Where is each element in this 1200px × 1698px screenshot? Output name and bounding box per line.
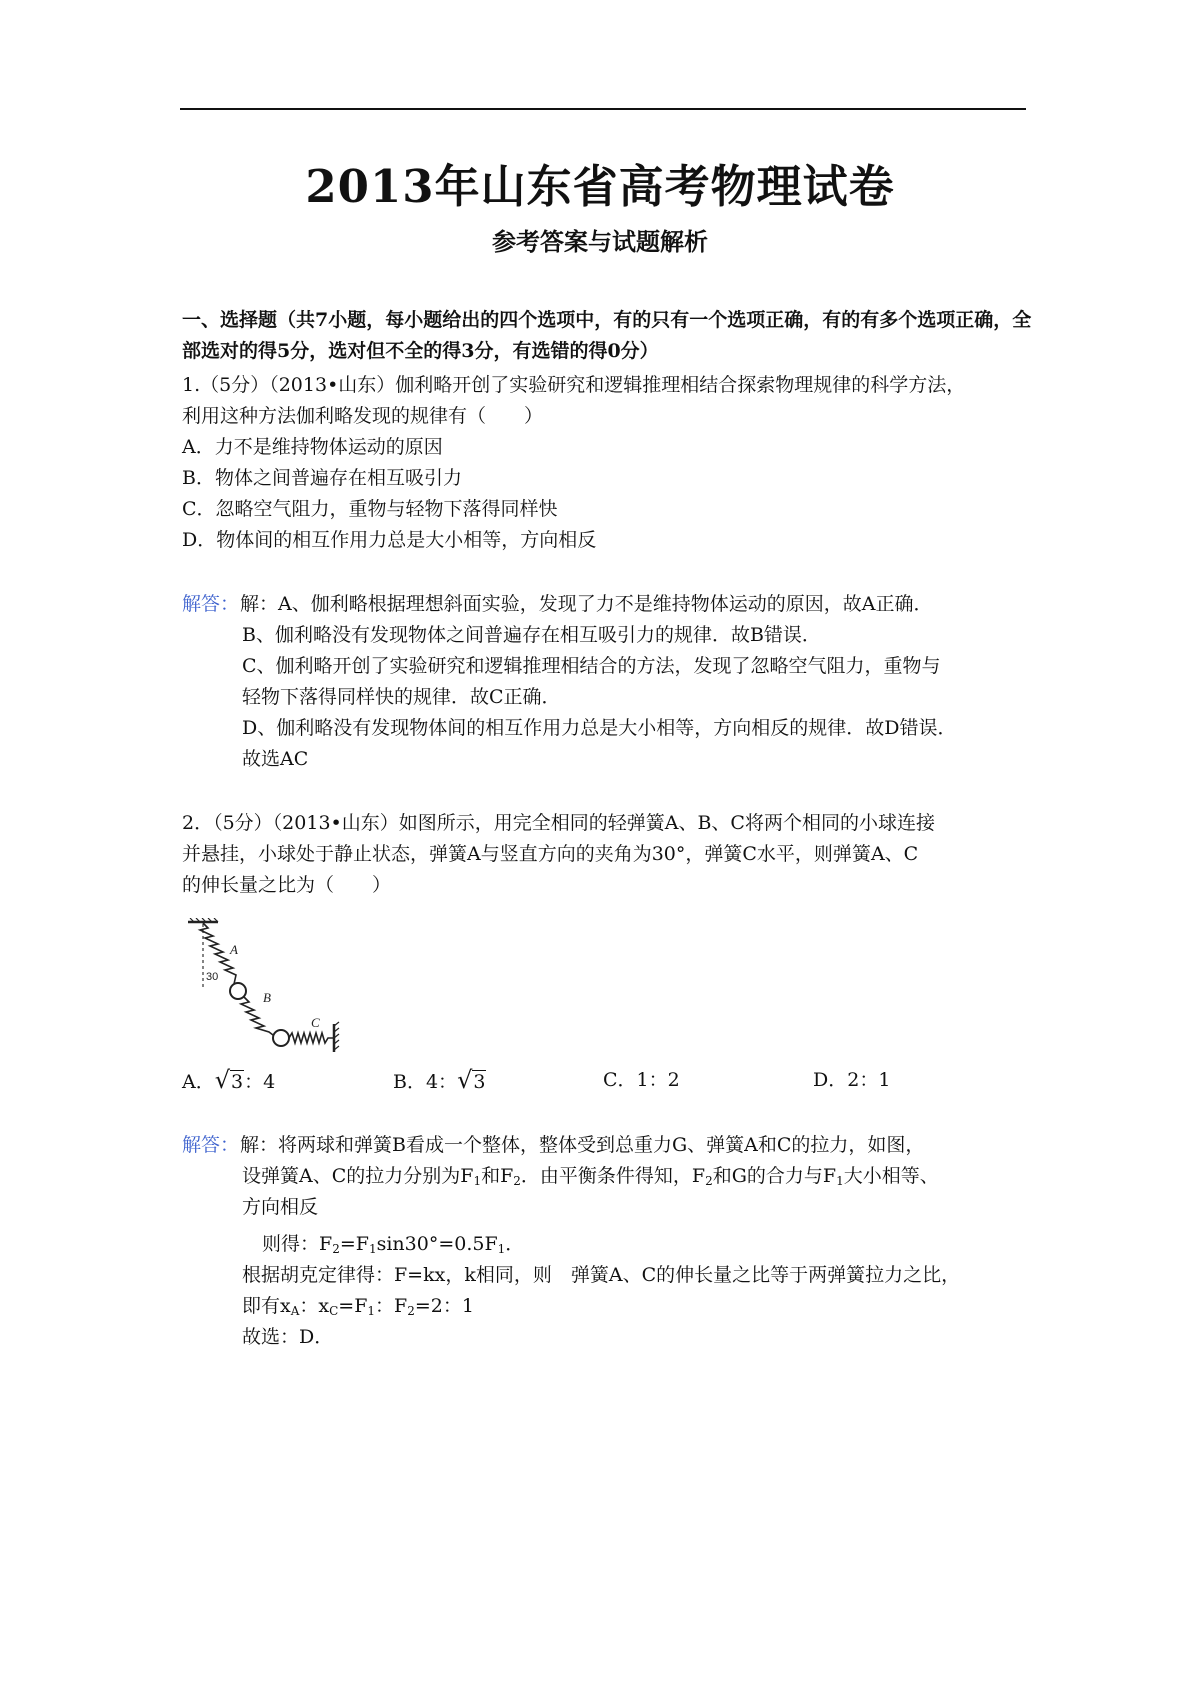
angle-label: 30 xyxy=(206,971,219,983)
spring-ball-figure xyxy=(186,918,356,1053)
q1-answer-label: 解答： xyxy=(182,593,240,615)
q1-option-d: D．物体间的相互作用力总是大小相等，方向相反 xyxy=(182,529,597,551)
q1-answer-line: 故选AC xyxy=(242,748,309,770)
q2-option-b xyxy=(393,1068,486,1094)
q2-answer-line: 故选：D． xyxy=(242,1326,334,1348)
doc-title: 2013年山东省高考物理试卷 xyxy=(305,160,895,213)
q1-answer-line: D、伽利略没有发现物体间的相互作用力总是大小相等，方向相反的规律．故D错误． xyxy=(242,717,957,739)
spring-b-label: B xyxy=(263,990,271,1005)
sqrt-symbol: √3 xyxy=(457,1066,486,1094)
q1-answer-line: 轻物下落得同样快的规律．故C正确． xyxy=(242,686,561,708)
q2-answer-line: 即有$x_A$：$x_C=F_1$：$F_2=2$：1 xyxy=(242,1295,474,1318)
ball-1 xyxy=(230,983,246,999)
top-rule xyxy=(180,108,1026,110)
q1-option-b: B．物体之间普遍存在相互吸引力 xyxy=(182,467,462,489)
q2-answer-line: 则得：$F_2=F_1\sin 30^\circ=0.5F_1$． xyxy=(262,1233,525,1256)
ball-2 xyxy=(273,1030,289,1046)
q2-option-c: C．1：2 xyxy=(603,1069,680,1091)
q2-option-a xyxy=(182,1068,275,1094)
spring-c-label: C xyxy=(311,1015,320,1030)
q1-answer-line: 解：A、伽利略根据理想斜面实验，发现了力不是维持物体运动的原因，故A正确． xyxy=(240,593,933,615)
q2-option-d: D．2：1 xyxy=(813,1069,891,1091)
q1-answer-line: B、伽利略没有发现物体之间普遍存在相互吸引力的规律．故B错误． xyxy=(242,624,821,646)
q2-answer-label: 解答： xyxy=(182,1134,240,1156)
q2-stem-line: 2．（5分）（2013•山东）如图所示，用完全相同的轻弹簧A、B、C将两个相同的小球连接 xyxy=(182,812,935,834)
q1-option-c: C．忽略空气阻力，重物与轻物下落得同样快 xyxy=(182,498,558,520)
q2-option-b-radicand: 3 xyxy=(473,1071,486,1093)
q2-answer-line: 解：将两球和弹簧B看成一个整体，整体受到总重力G、弹簧A和C的拉力，如图， xyxy=(240,1134,925,1156)
q2-option-a-radicand: 3 xyxy=(231,1071,244,1093)
sqrt-symbol: √3 xyxy=(214,1066,244,1094)
section-heading: 一、选择题（共7小题，每小题给出的四个选项中，有的只有一个选项正确，有的有多个选项正确，全部选对的得5分，选对但不全的得3分，有选错的得0分） xyxy=(182,309,1032,362)
q2-answer-line: 方向相反 xyxy=(242,1196,319,1218)
q1-answer-line: C、伽利略开创了实验研究和逻辑推理相结合的方法，发现了忽略空气阻力，重物与 xyxy=(242,655,941,677)
doc-subtitle: 参考答案与试题解析 xyxy=(492,227,708,256)
q2-option-a-suffix: ：4 xyxy=(244,1071,276,1093)
q1-stem-line2: 利用这种方法伽利略发现的规律有（ ） xyxy=(182,405,544,427)
q2-stem-line: 并悬挂，小球处于静止状态，弹簧A与竖直方向的夹角为30°，弹簧C水平，则弹簧A、C xyxy=(182,843,919,865)
q2-option-a-prefix: A． xyxy=(182,1071,215,1093)
q1-stem-line1: 1.（5分）（2013•山东）伽利略开创了实验研究和逻辑推理相结合探索物理规律的科学方法， xyxy=(182,374,966,396)
q1-option-a: A．力不是维持物体运动的原因 xyxy=(182,436,443,458)
spring-c xyxy=(289,1033,333,1043)
q2-answer-line: 根据胡克定律得：F=kx，k相同，则 弹簧A、C的伸长量之比等于两弹簧拉力之比， xyxy=(242,1264,961,1286)
q2-option-b-prefix: B．4： xyxy=(393,1071,458,1093)
q2-answer-line: 设弹簧A、C的拉力分别为$F_1$和$F_2$．由平衡条件得知，$F_2$和G的合力与$F_1$大小相等、 xyxy=(242,1165,939,1188)
spring-a-label: A xyxy=(230,942,238,957)
q2-stem-line: 的伸长量之比为（ ） xyxy=(182,874,392,896)
